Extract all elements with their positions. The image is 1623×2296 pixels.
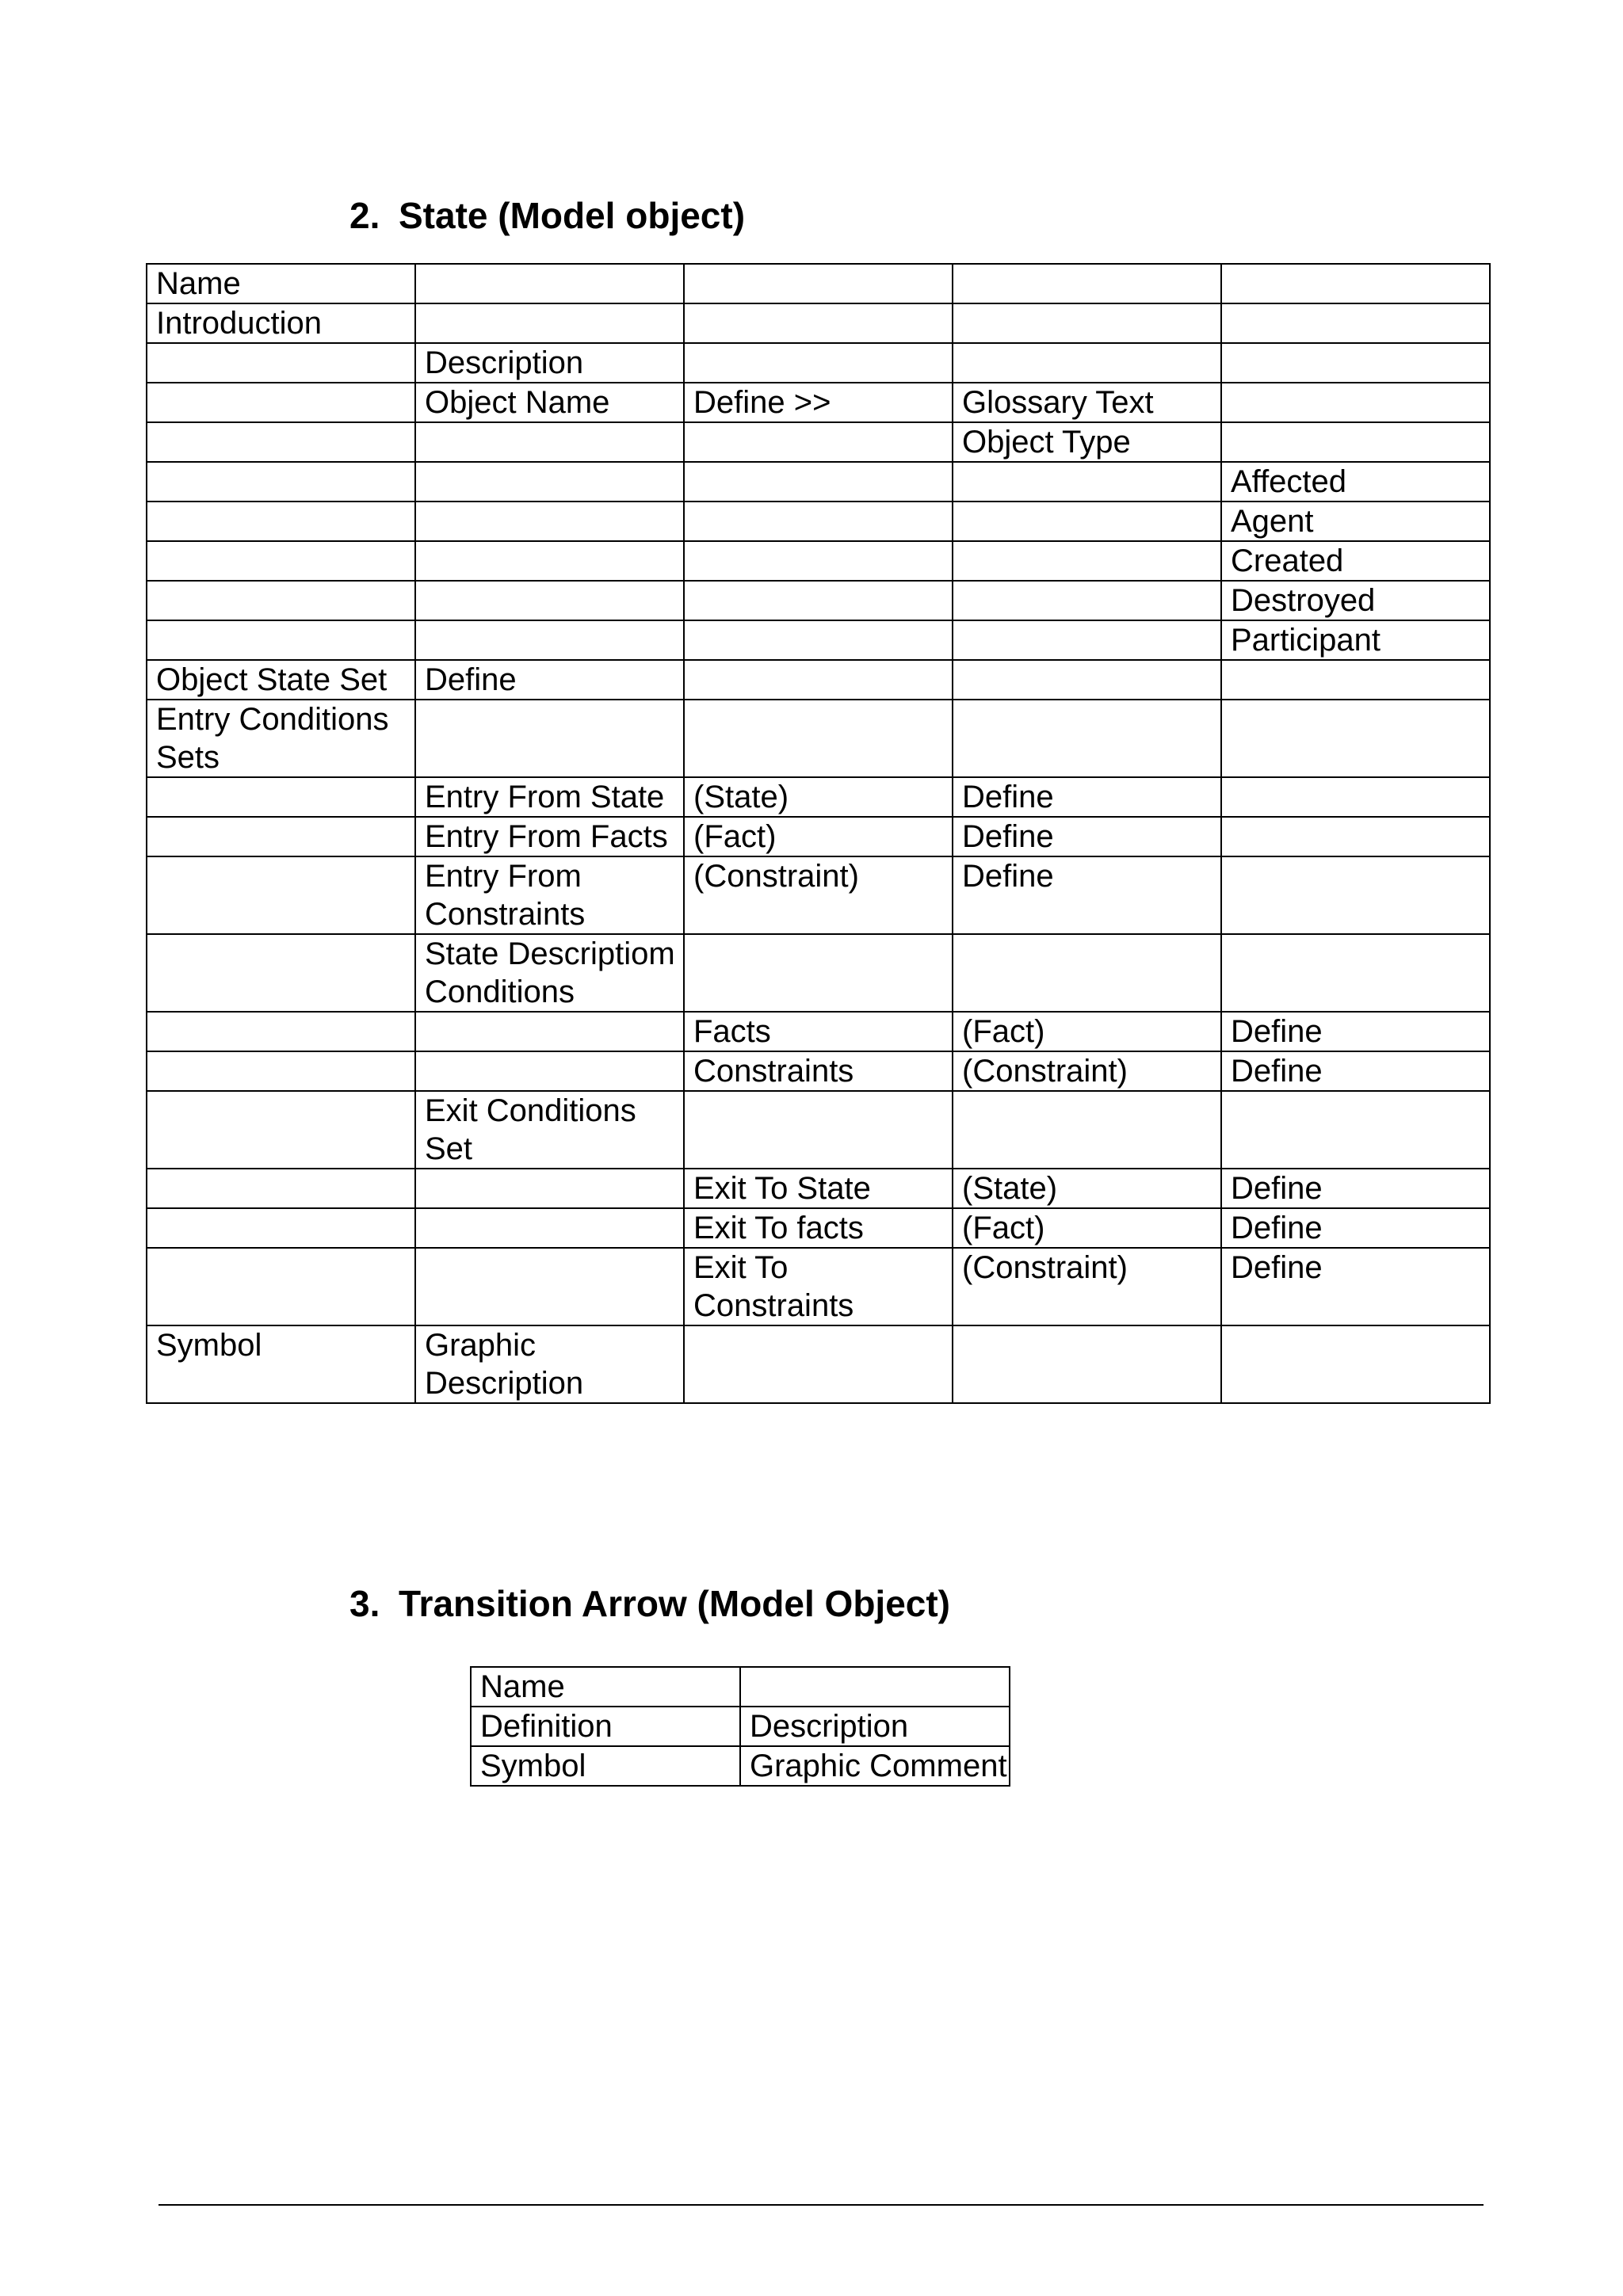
table-cell: (Fact) — [953, 1012, 1221, 1051]
table-cell: Affected — [1221, 462, 1490, 502]
table-row — [147, 462, 1490, 502]
table-cell — [147, 1169, 415, 1208]
table-cell: Name — [147, 264, 415, 303]
table-row — [147, 934, 1490, 1012]
table-cell: (Constraint) — [953, 1051, 1221, 1091]
table-row — [471, 1746, 1010, 1786]
table-cell — [953, 581, 1221, 620]
table-cell: Define >> — [684, 383, 953, 422]
table-cell: Facts — [684, 1012, 953, 1051]
table-row — [147, 383, 1490, 422]
table-cell: Name — [471, 1667, 740, 1707]
table-cell — [147, 502, 415, 541]
table-cell: Constraints — [684, 1051, 953, 1091]
table-cell — [1221, 777, 1490, 817]
footer-divider — [158, 2204, 1484, 2206]
table-cell — [684, 462, 953, 502]
table-cell — [684, 620, 953, 660]
table-row — [147, 264, 1490, 303]
table-cell: Description — [415, 343, 684, 383]
table-cell: Exit To Constraints — [684, 1248, 953, 1325]
table-row — [147, 502, 1490, 541]
section-title: State (Model object) — [399, 195, 746, 236]
table-cell — [953, 502, 1221, 541]
table-cell — [684, 541, 953, 581]
table-cell: (State) — [953, 1169, 1221, 1208]
table-cell — [953, 660, 1221, 700]
table-cell — [684, 303, 953, 343]
table-cell — [147, 1051, 415, 1091]
table-row — [147, 1208, 1490, 1248]
table-row — [147, 817, 1490, 856]
table-cell: Participant — [1221, 620, 1490, 660]
table-cell: Glossary Text — [953, 383, 1221, 422]
table-cell: Definition — [471, 1707, 740, 1746]
section-title: Transition Arrow (Model Object) — [399, 1583, 950, 1624]
table-cell — [1221, 856, 1490, 934]
table-row — [147, 1051, 1490, 1091]
table-row — [147, 1091, 1490, 1169]
table-cell: Description — [740, 1707, 1010, 1746]
table-cell — [740, 1667, 1010, 1707]
table-row — [147, 620, 1490, 660]
table-cell: Exit To facts — [684, 1208, 953, 1248]
table-cell: Graphic Description — [415, 1325, 684, 1403]
table-cell — [415, 1051, 684, 1091]
table-cell: Symbol — [147, 1325, 415, 1403]
table-cell: (State) — [684, 777, 953, 817]
table-cell — [1221, 934, 1490, 1012]
table-cell — [684, 934, 953, 1012]
table-cell — [147, 777, 415, 817]
table-cell — [1221, 264, 1490, 303]
table-cell: Exit To State — [684, 1169, 953, 1208]
table-row — [147, 581, 1490, 620]
table-cell — [147, 343, 415, 383]
table-cell — [684, 1325, 953, 1403]
table-cell — [684, 343, 953, 383]
table-cell — [147, 581, 415, 620]
table-cell — [684, 422, 953, 462]
table-row — [147, 303, 1490, 343]
table-row — [147, 777, 1490, 817]
table-cell — [147, 462, 415, 502]
table-cell — [147, 1091, 415, 1169]
table-cell: Define — [1221, 1012, 1490, 1051]
table-cell — [147, 856, 415, 934]
table-cell: Created — [1221, 541, 1490, 581]
state-table-body — [147, 264, 1490, 1403]
table-cell: Define — [1221, 1208, 1490, 1248]
table-cell: Symbol — [471, 1746, 740, 1786]
table-cell: Define — [1221, 1051, 1490, 1091]
table-cell: Object State Set — [147, 660, 415, 700]
table-cell — [1221, 1325, 1490, 1403]
table-cell — [1221, 700, 1490, 777]
table-cell: Agent — [1221, 502, 1490, 541]
section-number: 2. — [349, 195, 380, 236]
table-cell — [147, 1208, 415, 1248]
table-cell: Graphic Comment — [740, 1746, 1010, 1786]
table-cell — [1221, 660, 1490, 700]
table-cell — [1221, 303, 1490, 343]
table-cell: Entry From State — [415, 777, 684, 817]
table-cell — [415, 303, 684, 343]
table-cell — [684, 264, 953, 303]
table-cell — [415, 264, 684, 303]
table-cell: (Fact) — [684, 817, 953, 856]
table-row — [147, 1169, 1490, 1208]
table-cell — [1221, 817, 1490, 856]
table-cell: Destroyed — [1221, 581, 1490, 620]
table-row — [147, 1248, 1490, 1325]
table-cell — [415, 1208, 684, 1248]
table-cell — [684, 660, 953, 700]
table-cell: (Constraint) — [953, 1248, 1221, 1325]
table-cell — [684, 581, 953, 620]
table-cell — [953, 1325, 1221, 1403]
table-cell — [415, 502, 684, 541]
table-cell: Define — [953, 817, 1221, 856]
table-row — [147, 343, 1490, 383]
table-cell — [1221, 383, 1490, 422]
section-number: 3. — [349, 1583, 380, 1624]
table-cell — [147, 541, 415, 581]
table-row — [147, 1325, 1490, 1403]
table-row — [147, 660, 1490, 700]
table-cell: Entry Conditions Sets — [147, 700, 415, 777]
table-cell — [953, 1091, 1221, 1169]
table-cell: Object Type — [953, 422, 1221, 462]
table-cell: Define — [415, 660, 684, 700]
table-cell — [953, 462, 1221, 502]
table-cell: Define — [953, 856, 1221, 934]
table-cell: (Constraint) — [684, 856, 953, 934]
section-heading-transition-arrow — [349, 1581, 950, 1626]
table-cell — [953, 343, 1221, 383]
table-cell — [147, 620, 415, 660]
table-cell — [147, 383, 415, 422]
table-cell — [147, 422, 415, 462]
state-model-object-table — [146, 263, 1491, 1404]
table-cell: Entry From Facts — [415, 817, 684, 856]
table-row — [147, 700, 1490, 777]
table-cell: Introduction — [147, 303, 415, 343]
table-cell — [147, 934, 415, 1012]
table-row — [147, 422, 1490, 462]
table-cell — [415, 1248, 684, 1325]
transition-arrow-table — [470, 1666, 1010, 1787]
table-cell: Object Name — [415, 383, 684, 422]
table-cell — [415, 422, 684, 462]
table-row — [471, 1667, 1010, 1707]
table-cell: Exit Conditions Set — [415, 1091, 684, 1169]
table-cell — [415, 462, 684, 502]
table-cell — [953, 700, 1221, 777]
table-cell — [415, 1012, 684, 1051]
table-cell: State Descriptiom Conditions — [415, 934, 684, 1012]
table-cell — [147, 817, 415, 856]
table-cell — [147, 1248, 415, 1325]
transition-table-body — [471, 1667, 1010, 1786]
table-cell — [953, 934, 1221, 1012]
table-cell — [684, 1091, 953, 1169]
table-cell — [415, 700, 684, 777]
table-cell — [953, 541, 1221, 581]
table-row — [147, 541, 1490, 581]
table-cell: Entry From Constraints — [415, 856, 684, 934]
table-cell — [953, 620, 1221, 660]
table-cell: Define — [953, 777, 1221, 817]
table-cell — [415, 1169, 684, 1208]
table-cell: Define — [1221, 1248, 1490, 1325]
section-heading-state — [349, 193, 745, 238]
table-cell — [415, 620, 684, 660]
table-cell — [684, 502, 953, 541]
table-cell — [953, 303, 1221, 343]
table-cell — [1221, 343, 1490, 383]
table-cell — [1221, 422, 1490, 462]
table-cell: Define — [1221, 1169, 1490, 1208]
table-row — [147, 1012, 1490, 1051]
table-cell — [147, 1012, 415, 1051]
table-cell — [953, 264, 1221, 303]
table-row — [471, 1707, 1010, 1746]
table-cell — [415, 541, 684, 581]
table-row — [147, 856, 1490, 934]
table-cell — [684, 700, 953, 777]
table-cell: (Fact) — [953, 1208, 1221, 1248]
table-cell — [415, 581, 684, 620]
table-cell — [1221, 1091, 1490, 1169]
